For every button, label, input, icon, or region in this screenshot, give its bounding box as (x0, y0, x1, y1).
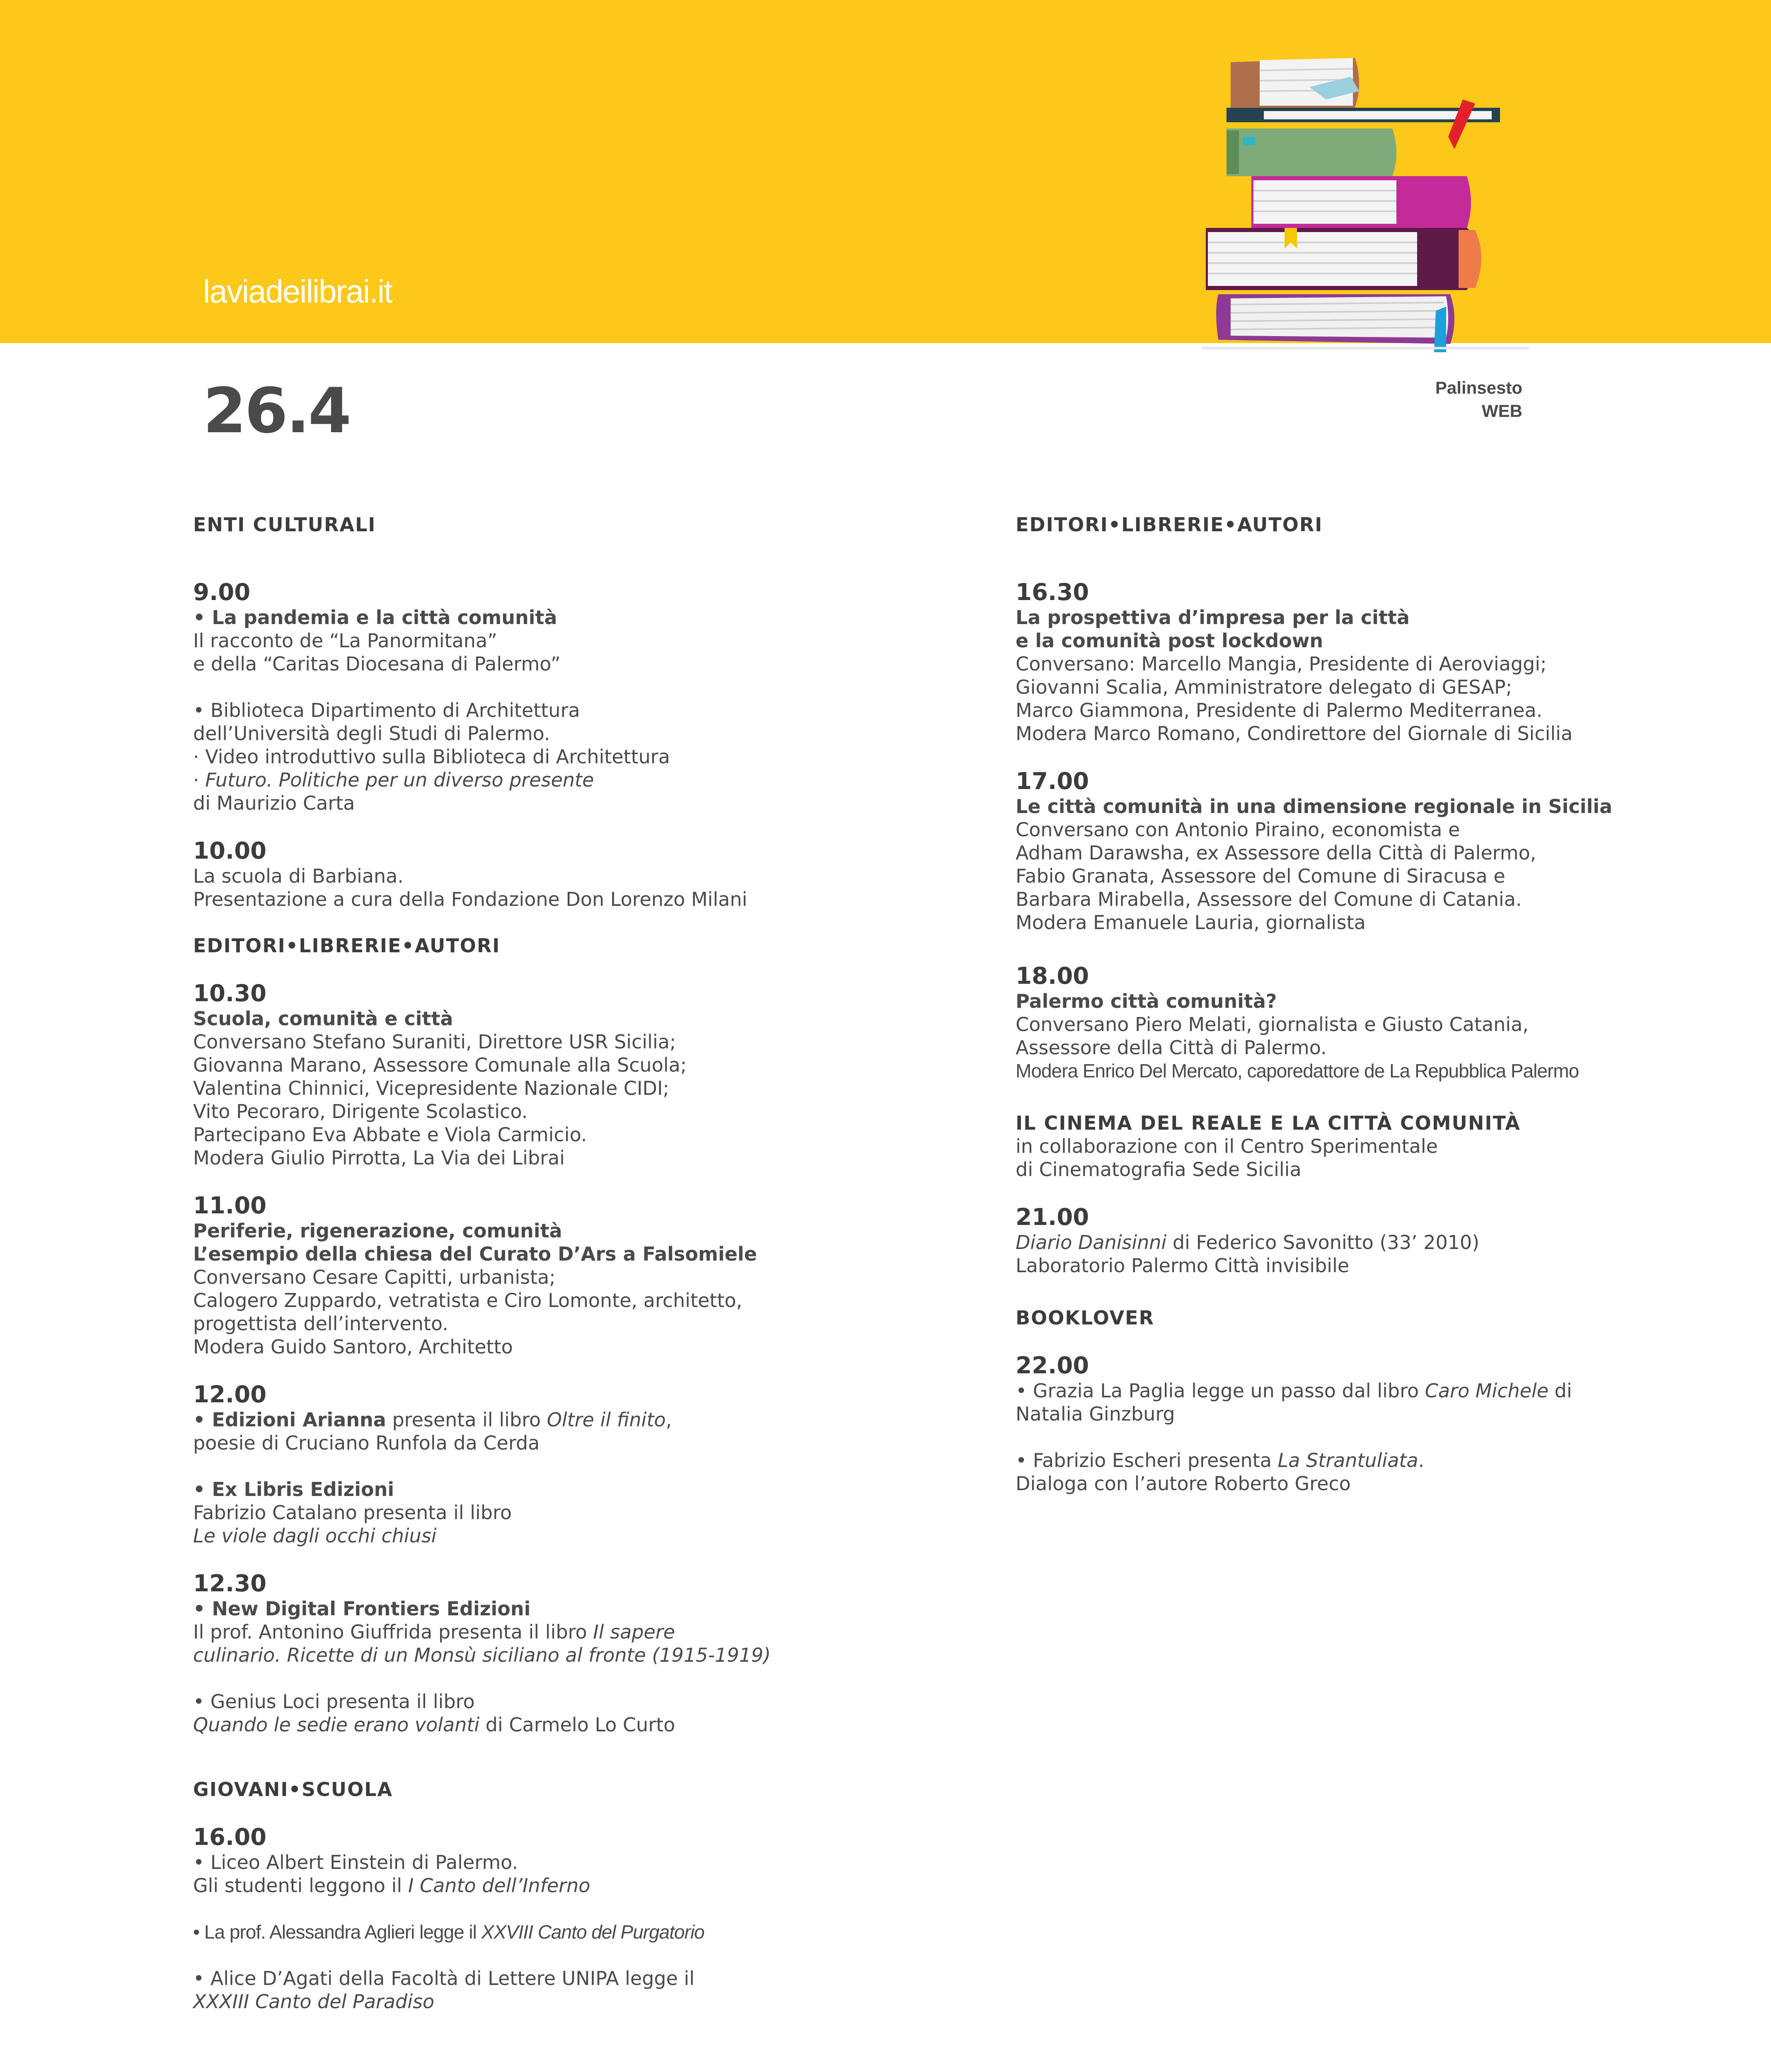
event-title: La prospettiva d’impresa per la città (1016, 606, 1410, 629)
event-900 (193, 579, 980, 815)
right-column (1016, 513, 1621, 1495)
book-title: Oltre il finito (547, 1409, 666, 1431)
event-line: progettista dell’intervento. (193, 1312, 448, 1335)
event-title: e la comunità post lockdown (1016, 629, 1323, 652)
event-line: Marco Giammona, Presidente di Palermo Mediterranea. (1016, 699, 1543, 721)
section-title: BOOKLOVER (1016, 1307, 1154, 1329)
event-line: Presentazione a cura della Fondazione Don Lorenzo Milani (193, 888, 748, 910)
section-title: ENTI CULTURALI (193, 513, 376, 536)
text-fragment: di Carmelo Lo Curto (479, 1714, 675, 1736)
event-title: • La pandemia e la città comunità (193, 606, 557, 629)
event-line: Giovanni Scalia, Amministratore delegato di GESAP; (1016, 676, 1512, 698)
event-line: Fabrizio Catalano presenta il libro (193, 1501, 512, 1524)
event-title: Periferie, rigenerazione, comunità (193, 1220, 562, 1242)
event-time: 10.30 (193, 980, 267, 1007)
book-title: Quando le sedie erano volanti (193, 1714, 480, 1736)
event-1200 (193, 1382, 980, 1547)
left-column (193, 513, 980, 2013)
event-line (193, 1920, 980, 1944)
event-line: e della “Caritas Diocesana di Palermo” (193, 653, 561, 675)
book-title-cont: culinario. Ricette di un Monsù siciliano al fronte (1915-1919) (193, 1644, 771, 1666)
event-title: Scuola, comunità e città (193, 1007, 453, 1030)
event-line: di Maurizio Carta (193, 792, 355, 814)
book-title: XXXIII Canto del Paradiso (193, 1990, 435, 2013)
event-line: Modera Marco Romano, Condirettore del Giornale di Sicilia (1016, 722, 1573, 745)
cinema-section (1016, 1111, 1621, 1181)
book-title: Il sapere (593, 1621, 675, 1643)
event-line: Modera Emanuele Lauria, giornalista (1016, 911, 1366, 934)
badge-line2: WEB (1482, 401, 1522, 421)
event-2100 (1016, 1204, 1621, 1277)
event-line: dell’Università degli Studi di Palermo. (193, 722, 550, 745)
event-line: Partecipano Eva Abbate e Viola Carmicio. (193, 1123, 587, 1146)
event-line: Modera Guido Santoro, Architetto (193, 1336, 513, 1358)
event-line: Fabio Granata, Assessore del Comune di Siracusa e (1016, 865, 1505, 887)
event-line: Calogero Zuppardo, vetratista e Ciro Lomonte, architetto, (193, 1289, 743, 1312)
publisher-name: • Ex Libris Edizioni (193, 1478, 394, 1501)
event-2200 (1016, 1353, 1621, 1495)
event-line: Conversano Cesare Capitti, urbanista; (193, 1266, 556, 1288)
text-fragment: . (1418, 1449, 1425, 1472)
text-fragment: Il prof. Antonino Giuffrida presenta il libro (193, 1621, 593, 1643)
text-fragment: , (665, 1409, 672, 1431)
event-line (1016, 1449, 1621, 1472)
event-line: Conversano Piero Melati, giornalista e Giusto Catania, (1016, 1013, 1529, 1036)
event-subtitle: L’esempio della chiesa del Curato D’Ars a Falsomiele (193, 1243, 757, 1265)
event-time: 18.00 (1016, 963, 1089, 990)
event-line: Modera Enrico Del Mercato, caporedattore de La Repubblica Palermo (1016, 1060, 1579, 1082)
event-1630 (1016, 579, 1621, 745)
text-fragment: di (1548, 1380, 1572, 1402)
text-fragment: di Federico Savonitto (33’ 2010) (1166, 1231, 1480, 1254)
event-line: • Biblioteca Dipartimento di Architettura (193, 699, 580, 721)
event-line: poesie di Cruciano Runfola da Cerda (193, 1432, 540, 1454)
book-title: La Strantuliata (1277, 1449, 1418, 1472)
film-title: Diario Danisinni (1016, 1231, 1167, 1254)
event-line: Conversano Stefano Suraniti, Direttore USR Sicilia; (193, 1031, 676, 1053)
text-fragment: • Grazia La Paglia legge un passo dal libro (1016, 1380, 1425, 1402)
page-date: 26.4 (203, 375, 350, 447)
event-time: 12.30 (193, 1570, 267, 1597)
section-line: in collaborazione con il Centro Sperimentale (1016, 1135, 1438, 1157)
book-title: Le viole dagli occhi chiusi (193, 1525, 437, 1547)
publisher-name: • Edizioni Arianna (193, 1409, 386, 1431)
text-fragment: Gli studenti leggono il (193, 1874, 408, 1897)
event-time: 16.00 (193, 1824, 267, 1851)
event-line: Il racconto de “La Panormitana” (193, 629, 497, 652)
event-1000 (193, 838, 980, 911)
palinsesto-badge (1435, 376, 1522, 423)
event-line: Modera Giulio Pirrotta, La Via dei Librai (193, 1147, 565, 1169)
event-line: Barbara Mirabella, Assessore del Comune di Catania. (1016, 888, 1522, 910)
event-line: Vito Pecoraro, Dirigente Scolastico. (193, 1100, 528, 1123)
event-1800 (1016, 963, 1621, 1082)
event-time: 11.00 (193, 1192, 267, 1219)
event-line: Conversano: Marcello Mangia, Presidente di Aeroviaggi; (1016, 653, 1547, 675)
event-line: Adham Darawsha, ex Assessore della Città di Palermo, (1016, 842, 1536, 864)
publisher-name: • New Digital Frontiers Edizioni (193, 1598, 531, 1620)
event-1100 (193, 1193, 980, 1358)
section-title: GIOVANI•SCUOLA (193, 1778, 393, 1801)
event-line: · Video introduttivo sulla Biblioteca di Architettura (193, 746, 670, 768)
event-time: 16.30 (1016, 579, 1089, 606)
event-1700 (1016, 768, 1621, 934)
event-title: Le città comunità in una dimensione regionale in Sicilia (1016, 795, 1613, 818)
section-title: EDITORI•LIBRERIE•AUTORI (1016, 513, 1323, 536)
event-line: Dialoga con l’autore Roberto Greco (1016, 1472, 1351, 1495)
text-fragment: • Fabrizio Escheri presenta (1016, 1449, 1278, 1472)
event-line (193, 1620, 980, 1644)
event-time: 22.00 (1016, 1352, 1089, 1379)
text-fragment: presenta il libro (386, 1409, 547, 1431)
event-line (193, 768, 980, 792)
event-line: La scuola di Barbiana. (193, 865, 404, 887)
event-line: • Liceo Albert Einstein di Palermo. (193, 1851, 518, 1874)
badge-line1: Palinsesto (1435, 378, 1522, 397)
event-line (193, 1408, 980, 1431)
event-line: • Alice D’Agati della Facoltà di Lettere UNIPA legge il (193, 1967, 695, 1990)
event-title: Palermo città comunità? (1016, 990, 1277, 1012)
event-line: Valentina Chinnici, Vicepresidente Nazionale CIDI; (193, 1077, 670, 1099)
event-time: 17.00 (1016, 768, 1089, 795)
event-line (1016, 1231, 1621, 1254)
event-line: Assessore della Città di Palermo. (1016, 1036, 1327, 1059)
event-line: Conversano con Antonio Piraino, economista e (1016, 818, 1460, 841)
section-title: EDITORI•LIBRERIE•AUTORI (193, 934, 501, 957)
section-title: IL CINEMA DEL REALE E LA CITTÀ COMUNITÀ (1016, 1112, 1521, 1134)
bullet: · (193, 769, 206, 791)
book-title: I Canto dell’Inferno (408, 1874, 590, 1897)
event-time: 10.00 (193, 838, 267, 864)
event-1230 (193, 1571, 980, 1736)
book-title: Futuro. Politiche per un diverso presente (205, 769, 594, 791)
section-line: di Cinematografia Sede Sicilia (1016, 1158, 1302, 1181)
event-time: 9.00 (193, 579, 251, 606)
event-1600 (193, 1824, 980, 2013)
site-url[interactable]: laviadeilibrai.it (203, 273, 392, 310)
book-title: XXVIII Canto del Purgatorio (481, 1921, 704, 1943)
event-line (1016, 1379, 1621, 1402)
event-line: Natalia Ginzburg (1016, 1403, 1175, 1425)
event-line (193, 1713, 980, 1736)
event-1030 (193, 980, 980, 1169)
event-line: Giovanna Marano, Assessore Comunale alla Scuola; (193, 1054, 687, 1076)
book-title: Caro Michele (1425, 1380, 1549, 1402)
event-line: Laboratorio Palermo Città invisibile (1016, 1254, 1350, 1277)
text-fragment: • La prof. Alessandra Aglieri legge il (193, 1921, 481, 1943)
event-line (193, 1874, 980, 1897)
event-time: 21.00 (1016, 1204, 1089, 1231)
event-time: 12.00 (193, 1381, 267, 1408)
book-stack-icon (1202, 54, 1529, 352)
event-line: • Genius Loci presenta il libro (193, 1690, 475, 1713)
